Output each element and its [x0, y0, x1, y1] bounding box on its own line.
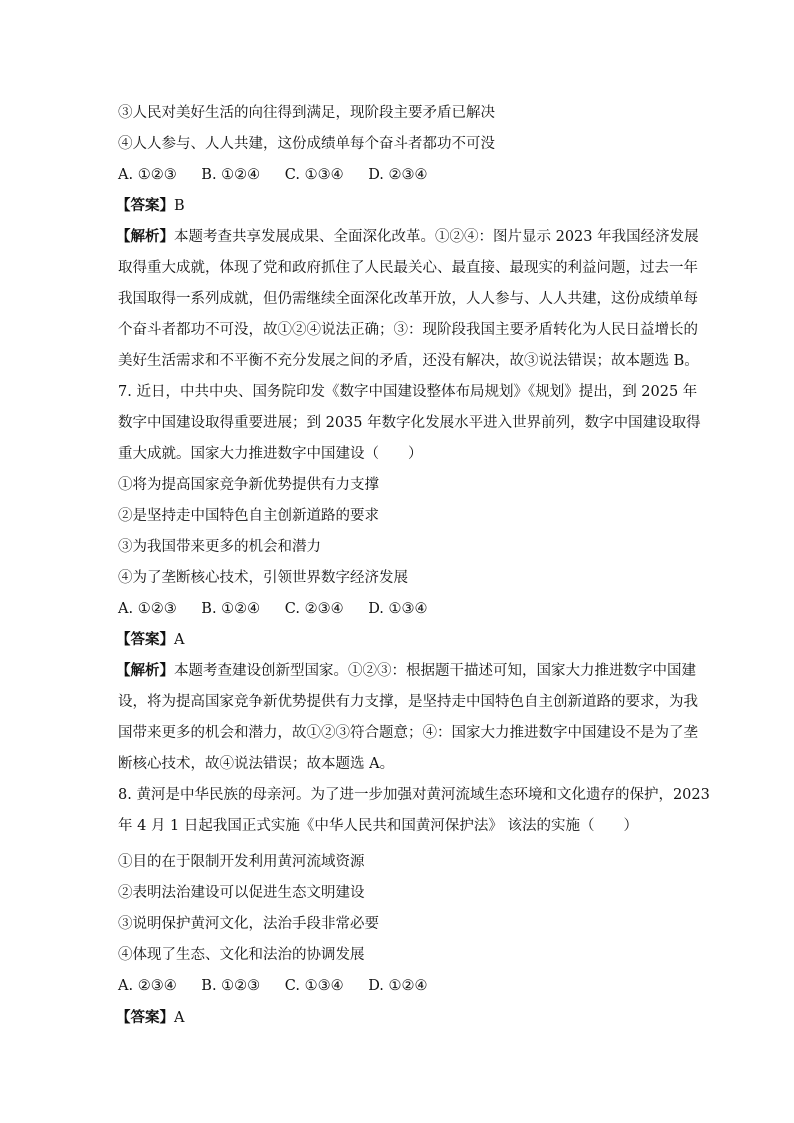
q8-option-4: ④体现了生态、文化和法治的协调发展 [118, 947, 365, 963]
q8-choice-b: B. ①②③ [201, 978, 261, 994]
q7-analysis-line-3: 国带来更多的机会和潜力，故①②③符合题意；④：国家大力推进数字中国建设不是为了垄 [118, 725, 698, 741]
q7-choice-d: D. ①③④ [368, 601, 428, 617]
q6-answer-label: 【答案】 [116, 197, 174, 214]
q8-answer-value: A [174, 1010, 185, 1026]
q6-analysis-label: 【解析】 [116, 228, 174, 245]
q8-option-2: ②表明法治建设可以促进生态文明建设 [118, 885, 365, 901]
q7-option-1: ①将为提高国家竞争新优势提供有力支撑 [118, 477, 379, 493]
q8-answer [116, 1008, 184, 1028]
q8-option-3: ③说明保护黄河文化，法治手段非常必要 [118, 916, 379, 932]
q6-option-4: ④人人参与、人人共建，这份成绩单每个奋斗者都功不可没 [118, 136, 495, 152]
q7-analysis-line-4: 断核心技术，故④说法错误；故本题选 A。 [118, 756, 395, 772]
q6-analysis-line-4: 个奋斗者都功不可没，故①②④说法正确；③：现阶段我国主要矛盾转化为人民日益增长的 [118, 322, 698, 338]
q8-choices [118, 976, 448, 996]
q7-analysis-line-2: 设，将为提高国家竞争新优势提供有力支撑，是坚持走中国特色自主创新道路的要求，为我 [118, 694, 698, 710]
q8-choice-c: C. ①③④ [284, 978, 344, 994]
q7-answer-label: 【答案】 [116, 631, 174, 648]
q6-option-3: ③人民对美好生活的向往得到满足，现阶段主要矛盾已解决 [118, 105, 495, 121]
q7-answer-value: A [174, 632, 185, 648]
q6-analysis-line-3: 我国取得一系列成就，但仍需继续全面深化改革开放，人人参与、人人共建，这份成绩单每 [118, 291, 698, 307]
q7-choice-c: C. ②③④ [284, 601, 344, 617]
q7-option-3: ③为我国带来更多的机会和潜力 [118, 539, 321, 555]
q7-choice-a: A. ①②③ [118, 601, 177, 617]
q6-choices [118, 165, 448, 185]
q7-choices [118, 599, 448, 619]
q7-answer [116, 630, 184, 650]
q6-choice-d: D. ②③④ [368, 167, 428, 183]
q8-option-1: ①目的在于限制开发利用黄河流域资源 [118, 854, 365, 870]
q8-choice-d: D. ①②④ [368, 978, 428, 994]
q8-answer-label: 【答案】 [116, 1009, 174, 1026]
q6-choice-a: A. ①②③ [118, 167, 177, 183]
q7-analysis-line-1: 【解析】本题考查建设创新型国家。①②③：根据题干描述可知，国家大力推进数字中国建 [116, 662, 696, 679]
q6-choice-c: C. ①③④ [284, 167, 344, 183]
q6-analysis-line-5: 美好生活需求和不平衡不充分发展之间的矛盾，还没有解决，故③说法错误；故本题选 B。 [118, 353, 699, 369]
q7-analysis-label: 【解析】 [116, 662, 174, 679]
q6-choice-b: B. ①②④ [201, 167, 261, 183]
q6-answer [116, 196, 185, 216]
q8-stem-line-1: 8. 黄河是中华民族的母亲河。为了进一步加强对黄河流域生态环境和文化遗存的保护，2023 [118, 787, 710, 803]
q8-stem-line-2: 年 4 月 1 日起我国正式实施《中华人民共和国黄河保护法》 该法的实施（ ） [118, 818, 638, 834]
q6-analysis-line-2: 取得重大成就，体现了党和政府抓住了人民最关心、最直接、最现实的利益问题，过去一年 [118, 260, 698, 276]
q8-choice-a: A. ②③④ [118, 978, 177, 994]
q7-stem-line-2: 数字中国建设取得重要进展；到 2035 年数字化发展水平进入世界前列，数字中国建设取得 [118, 415, 701, 431]
q7-stem-line-1: 7. 近日，中共中央、国务院印发《数字中国建设整体布局规划》《规划》提出，到 2025 年 [118, 384, 698, 400]
q6-analysis-line-1: 【解析】本题考查共享发展成果、全面深化改革。①②④：图片显示 2023 年我国经济发展 [116, 228, 699, 245]
q7-option-4: ④为了垄断核心技术，引领世界数字经济发展 [118, 570, 408, 586]
q7-option-2: ②是坚持走中国特色自主创新道路的要求 [118, 508, 379, 524]
q7-choice-b: B. ①②④ [201, 601, 261, 617]
q6-answer-value: B [174, 198, 185, 214]
q7-stem-line-3: 重大成就。国家大力推进数字中国建设（ ） [118, 446, 423, 462]
